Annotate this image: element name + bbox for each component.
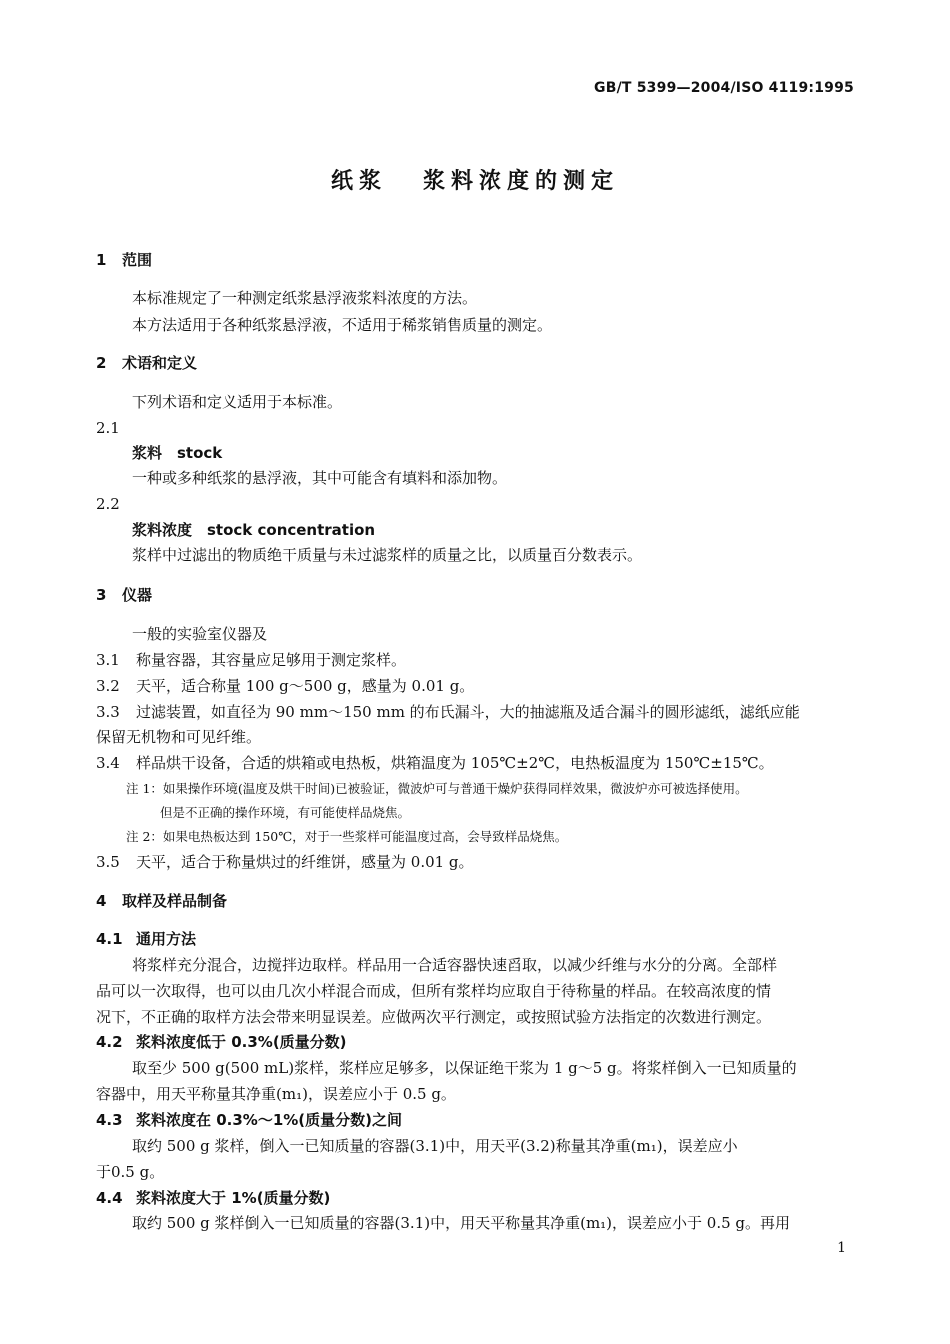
section-2-intro: 下列术语和定义适用于本标准。	[132, 393, 343, 411]
subsection-4-4-l1: 取约 500 g 浆样倒入一已知质量的容器(3.1)中，用天平称量其净重(m₁)，误差应小于 0.5 g。再用	[132, 1214, 791, 1232]
subsection-4-1: 4.1 通用方法	[96, 930, 197, 948]
section-4-heading: 4 取样及样品制备	[96, 892, 228, 910]
title-part1: 纸浆	[330, 169, 387, 194]
term-2-1-num: 2.1	[96, 419, 120, 437]
note-1: 注 1：如果操作环境(温度及烘干时间)已被验证，微波炉可与普通干燥炉获得同样效果，微波炉亦可被选择使用。	[126, 781, 748, 796]
item-3-4: 3.4 样品烘干设备，合适的烘箱或电热板，烘箱温度为 105℃±2℃，电热板温度为 150℃±15℃。	[96, 754, 774, 772]
term-2-2-def: 浆样中过滤出的物质绝干质量与未过滤浆样的质量之比，以质量百分数表示。	[132, 546, 643, 564]
document-title	[0, 164, 950, 195]
subsection-4-2-l2: 容器中，用天平称量其净重(m₁)，误差应小于 0.5 g。	[96, 1085, 456, 1103]
subsection-4-4: 4.4 浆料浓度大于 1%(质量分数)	[96, 1189, 331, 1207]
section-1-heading: 1 范围	[96, 251, 153, 269]
subsection-4-3-l1: 取约 500 g 浆样，倒入一已知质量的容器(3.1)中，用天平(3.2)称量其净重(m₁)，误差应小	[132, 1137, 738, 1155]
subsection-4-3: 4.3 浆料浓度在 0.3%～1%(质量分数)之间	[96, 1111, 403, 1129]
section-3-intro: 一般的实验室仪器及	[132, 625, 268, 643]
section-2-heading: 2 术语和定义	[96, 354, 198, 372]
page-number: 1	[837, 1240, 846, 1256]
subsection-4-1-l3: 况下，不正确的取样方法会带来明显误差。应做两次平行测定，或按照试验方法指定的次数进行测定。	[96, 1008, 772, 1026]
subsection-4-1-l2: 品可以一次取得，也可以由几次小样混合而成，但所有浆样均应取自于待称量的样品。在较高浓度的情	[96, 982, 772, 1000]
item-3-2: 3.2 天平，适合称量 100 g～500 g，感量为 0.01 g。	[96, 677, 475, 695]
item-3-3-cont: 保留无机物和可见纤维。	[96, 728, 262, 746]
section-1-p2: 本方法适用于各种纸浆悬浮液，不适用于稀浆销售质量的测定。	[132, 316, 553, 334]
term-2-2: 浆料浓度 stock concentration	[132, 521, 376, 539]
subsection-4-1-l1: 将浆样充分混合，边搅拌边取样。样品用一合适容器快速舀取，以减少纤维与水分的分离。全部样	[132, 956, 778, 974]
term-2-2-num: 2.2	[96, 495, 120, 513]
note-1-cont: 但是不正确的操作环境，有可能使样品烧焦。	[160, 805, 411, 820]
subsection-4-3-l2: 于0.5 g。	[96, 1163, 165, 1181]
note-2: 注 2：如果电热板达到 150℃，对于一些浆样可能温度过高，会导致样品烧焦。	[126, 829, 568, 844]
subsection-4-2: 4.2 浆料浓度低于 0.3%(质量分数)	[96, 1033, 347, 1051]
item-3-3: 3.3 过滤装置，如直径为 90 mm～150 mm 的布氏漏斗，大的抽滤瓶及适合漏斗的圆形滤纸，滤纸应能	[96, 703, 800, 721]
section-1-p1: 本标准规定了一种测定纸浆悬浮液浆料浓度的方法。	[132, 289, 478, 307]
title-part2: 浆料浓度的测定	[423, 169, 620, 194]
item-3-1: 3.1 称量容器，其容量应足够用于测定浆样。	[96, 651, 407, 669]
standard-code: GB/T 5399—2004/ISO 4119:1995	[594, 80, 854, 96]
subsection-4-2-l1: 取至少 500 g(500 mL)浆样，浆样应足够多，以保证绝干浆为 1 g～5 g。将浆样倒入一已知质量的	[132, 1059, 797, 1077]
item-3-5: 3.5 天平，适合于称量烘过的纤维饼，感量为 0.01 g。	[96, 853, 474, 871]
term-2-1: 浆料 stock	[132, 444, 223, 462]
term-2-1-def: 一种或多种纸浆的悬浮液，其中可能含有填料和添加物。	[132, 469, 508, 487]
section-3-heading: 3 仪器	[96, 586, 153, 604]
